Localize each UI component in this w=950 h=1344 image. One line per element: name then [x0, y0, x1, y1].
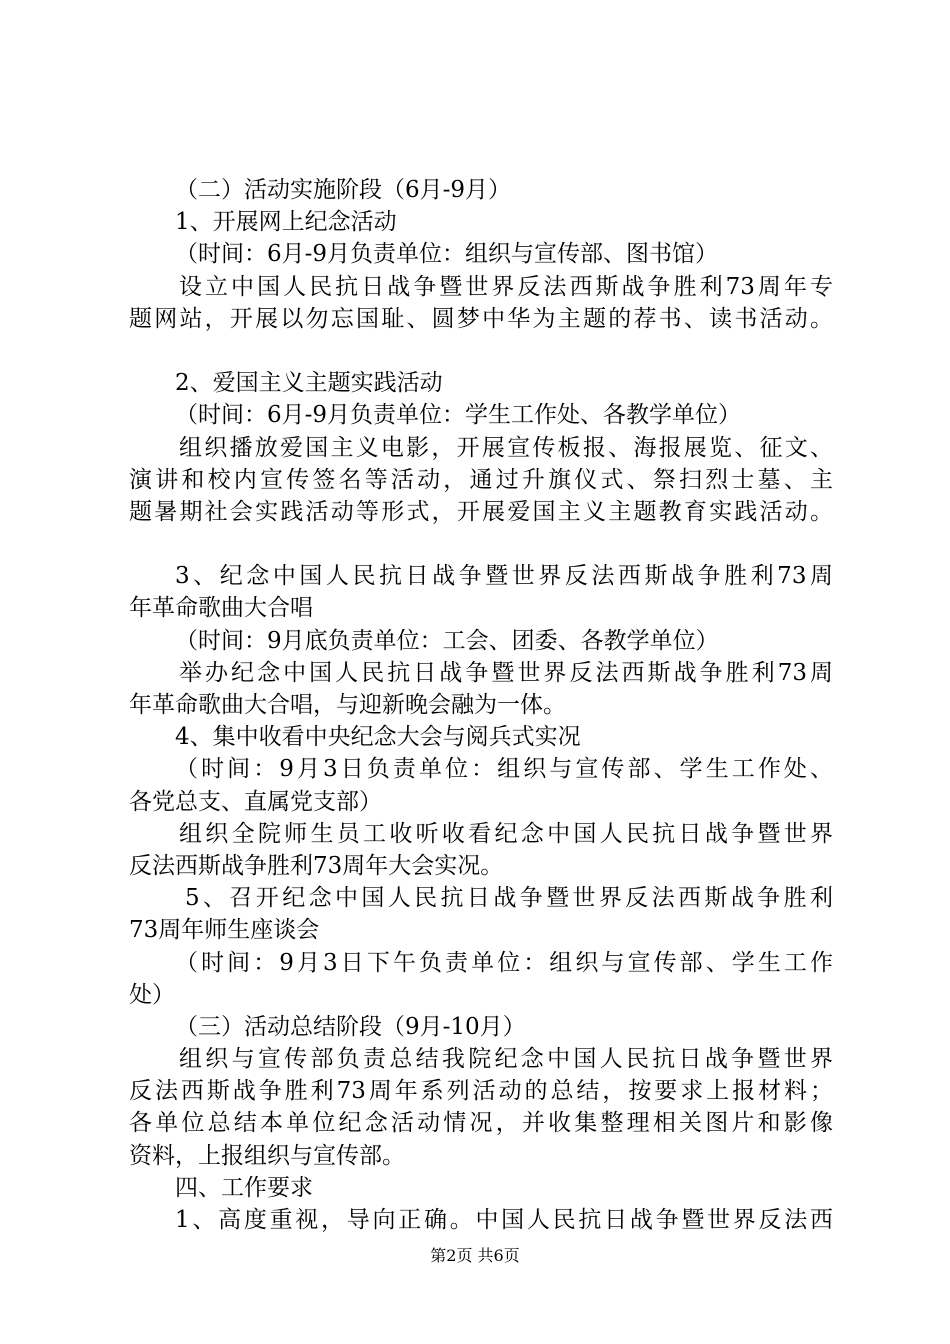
item-time-unit: （时间：9月底负责单位：工会、团委、各教学单位）	[175, 627, 719, 654]
item-heading-watch-parade: 4、集中收看中央纪念大会与阅兵式实况	[175, 724, 581, 751]
paragraph-line: 题网站，开展以勿忘国耻、圆梦中华为主题的荐书、读书活动。	[129, 305, 833, 332]
item-heading-symposium: 5、召开纪念中国人民抗日战争暨世界反法西斯战争胜利	[185, 885, 833, 912]
item-heading-chorus: 3、纪念中国人民抗日战争暨世界反法西斯战争胜利73周	[175, 563, 833, 590]
item-time-unit: （时间：6月-9月负责单位：组织与宣传部、图书馆）	[175, 241, 719, 268]
item-time-unit-cont: 各党总支、直属党支部）	[129, 788, 382, 815]
section-heading-summary: （三）活动总结阶段（9月-10月）	[175, 1013, 526, 1040]
page-footer: 第2页 共6页	[430, 1246, 520, 1265]
item-heading-online-activity: 1、开展网上纪念活动	[175, 209, 397, 236]
paragraph-line: 题暑期社会实践活动等形式，开展爱国主义主题教育实践活动。	[129, 498, 833, 525]
paragraph-line: 组织与宣传部负责总结我院纪念中国人民抗日战争暨世界	[179, 1046, 833, 1073]
paragraph-line: 组织播放爱国主义电影，开展宣传板报、海报展览、征文、	[179, 434, 833, 461]
item-time-unit: （时间：9月3日负责单位：组织与宣传部、学生工作处、	[175, 756, 833, 783]
paragraph-line: 反法西斯战争胜利73周年大会实况。	[129, 852, 504, 879]
blank-line	[129, 528, 833, 560]
paragraph-line: 年革命歌曲大合唱，与迎新晚会融为一体。	[129, 692, 566, 718]
paragraph-line: 举办纪念中国人民抗日战争暨世界反法西斯战争胜利73周	[179, 659, 833, 686]
paragraph-line: 资料，上报组织与宣传部。	[129, 1142, 405, 1169]
section-heading-implementation: （二）活动实施阶段（6月-9月）	[175, 177, 512, 203]
paragraph-line: 各单位总结本单位纪念活动情况，并收集整理相关图片和影像	[129, 1110, 833, 1137]
paragraph-line: 设立中国人民抗日战争暨世界反法西斯战争胜利73周年专	[179, 273, 833, 300]
section-heading-requirements: 四、工作要求	[175, 1174, 313, 1201]
item-heading-patriotic-practice: 2、爱国主义主题实践活动	[175, 370, 443, 397]
paragraph-line: 反法西斯战争胜利73周年系列活动的总结，按要求上报材料；	[129, 1078, 833, 1105]
item-time-unit: （时间：9月3日下午负责单位：组织与宣传部、学生工作	[175, 949, 833, 976]
paragraph-line: 1、高度重视，导向正确。中国人民抗日战争暨世界反法西	[175, 1207, 833, 1233]
item-heading-chorus-cont: 年革命歌曲大合唱	[129, 595, 313, 622]
item-time-unit-cont: 处）	[129, 981, 175, 1008]
blank-line	[129, 335, 833, 367]
document-body	[129, 174, 833, 1236]
item-heading-symposium-cont: 73周年师生座谈会	[129, 917, 320, 944]
item-time-unit: （时间：6月-9月负责单位：学生工作处、各教学单位）	[175, 402, 742, 429]
paragraph-line: 演讲和校内宣传签名等活动，通过升旗仪式、祭扫烈士墓、主	[129, 466, 833, 493]
paragraph-line: 组织全院师生员工收听收看纪念中国人民抗日战争暨世界	[179, 820, 833, 847]
